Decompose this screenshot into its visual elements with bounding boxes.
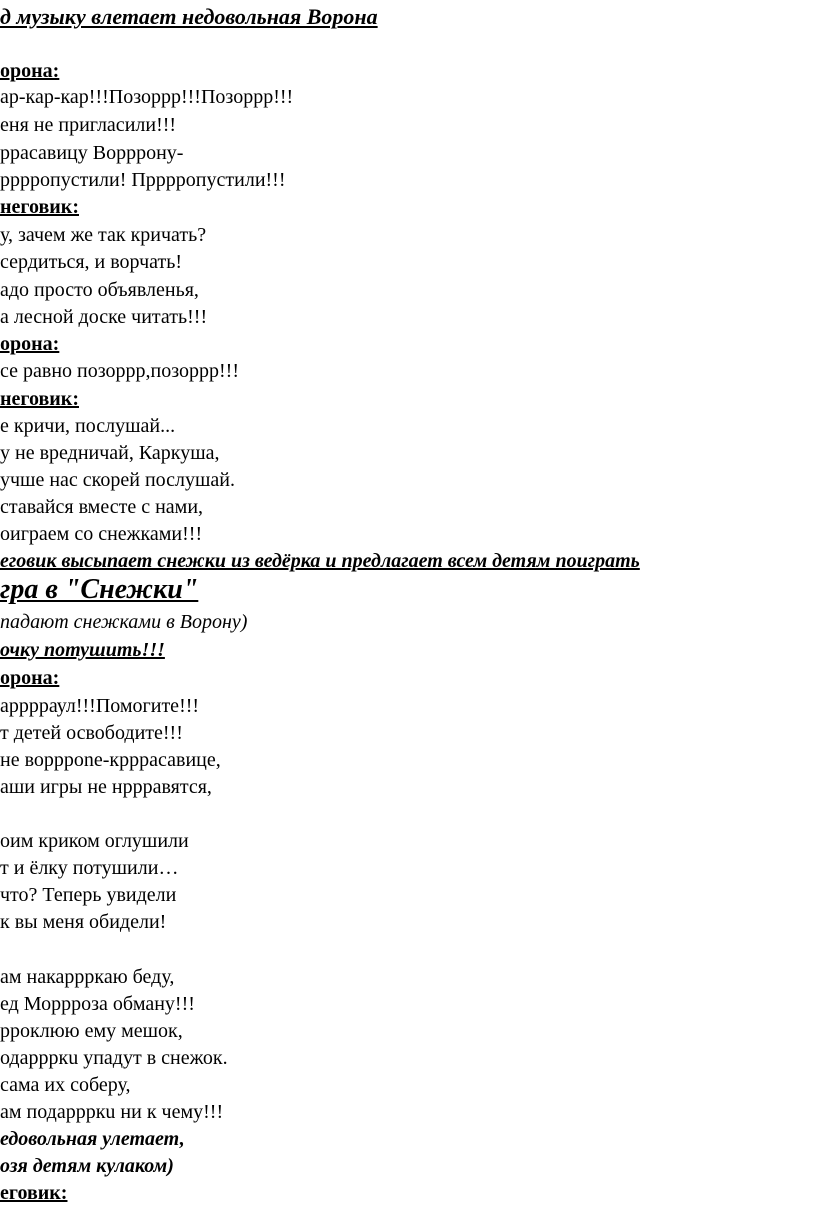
verse-line: рроклюю ему мешок,: [0, 1020, 183, 1042]
stage-direction-crow-enters: д музыку влетает недовольная Ворона: [0, 4, 378, 29]
speaker-snowman: неговик:: [0, 196, 79, 218]
verse-line: ам подаррркu ни к чему!!!: [0, 1101, 224, 1123]
stage-direction-extinguish: очку потушить!!!: [0, 639, 165, 661]
verse-line: адо просто объявленья,: [0, 279, 199, 301]
verse-line: т детей освободите!!!: [0, 722, 183, 744]
speaker-crow: орона:: [0, 60, 60, 82]
speaker-snowman: еговик:: [0, 1182, 68, 1204]
verse-line: ед Моррроза обману!!!: [0, 993, 195, 1015]
verse-line: у не вредничай, Каркуша,: [0, 442, 220, 464]
verse-line: что? Теперь увидели: [0, 884, 177, 906]
verse-line: к вы меня обидели!: [0, 911, 167, 933]
verse-line: а лесной доске читать!!!: [0, 306, 208, 328]
speaker-snowman: неговик:: [0, 388, 79, 410]
verse-line: одаррркu упадут в снежок.: [0, 1047, 228, 1069]
verse-line: ар-кар-кар!!!Позоррр!!!Позоррр!!!: [0, 86, 294, 108]
verse-line: учше нас скорей послушай.: [0, 469, 235, 491]
stage-direction-threatens: озя детям кулаком): [0, 1155, 174, 1177]
verse-line: се равно позоррр,позоррр!!!: [0, 360, 239, 382]
speaker-crow: орона:: [0, 333, 60, 355]
game-heading: гра в "Снежки": [0, 574, 199, 605]
stage-direction-snowballs: еговик высыпает снежки из ведёрка и предлагает всем детям поиграть: [0, 550, 640, 572]
verse-line: т и ёлку потушили…: [0, 857, 179, 879]
stage-direction-throw: падают снежками в Ворону): [0, 611, 248, 633]
verse-line: е кричи, послушай...: [0, 415, 176, 437]
verse-line: не ворррone-крррасавице,: [0, 749, 221, 771]
verse-line: еня не пригласили!!!: [0, 114, 177, 136]
verse-line: аши игры не нррравятся,: [0, 776, 212, 798]
verse-line: арррраул!!!Помогите!!!: [0, 695, 200, 717]
verse-line: оиграем со снежками!!!: [0, 523, 203, 545]
verse-line: сердиться, и ворчать!: [0, 251, 183, 273]
verse-line: оим криком оглушили: [0, 830, 189, 852]
verse-line: ставайся вместе с нами,: [0, 496, 204, 518]
verse-line: ам накаррркаю беду,: [0, 966, 175, 988]
verse-line: сама их соберу,: [0, 1074, 131, 1096]
verse-line: рррропустили! Прррропустили!!!: [0, 169, 286, 191]
verse-line: ррасавицу Ворррону-: [0, 142, 184, 164]
stage-direction-crow-leaves: едовольная улетает,: [0, 1128, 185, 1150]
speaker-crow: орона:: [0, 667, 60, 689]
verse-line: у, зачем же так кричать?: [0, 224, 207, 246]
